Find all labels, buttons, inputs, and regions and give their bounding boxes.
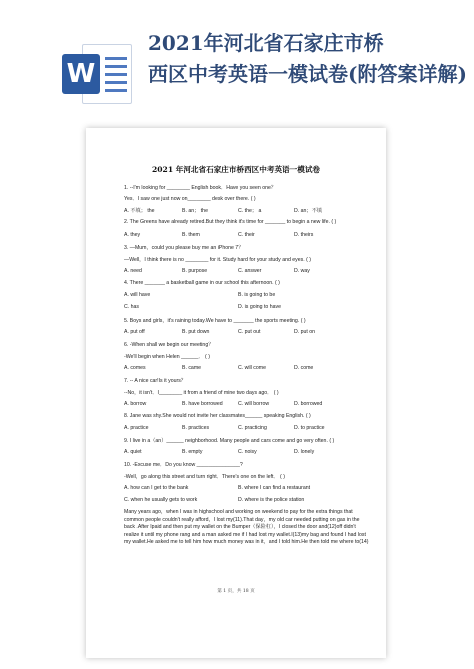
question-3-option-c: C. answer	[238, 268, 262, 274]
question-1-stem: 1. --I'm looking for ________ English book．Have you seen one？	[124, 185, 277, 191]
question-9-option-c: C. noisy	[238, 449, 257, 455]
question-3-option-a: A. need	[124, 268, 142, 274]
question-4-option-b: B. is going to be	[238, 292, 276, 298]
question-9-option-a: A. quiet	[124, 449, 142, 455]
question-7-extra: --No，it isn't．I________ it from a friend of mine two days ago． ( )	[124, 390, 279, 396]
question-8-option-a: A. practice	[124, 425, 149, 431]
question-6-option-a: A. comes	[124, 365, 146, 371]
banner-title-line-1: 2021年河北省石家庄市桥	[148, 31, 384, 55]
question-2-option-d: D. theirs	[294, 232, 314, 238]
question-1-option-b: B. an； the	[182, 208, 208, 214]
question-1-option-a: A. 不填； the	[124, 208, 155, 214]
cloze-passage	[124, 509, 369, 547]
question-6-option-d: D. come	[294, 365, 314, 371]
question-2-option-b: B. them	[182, 232, 200, 238]
question-10-option-c: C. when he usually gets to work	[124, 497, 198, 503]
question-5-option-d: D. put on	[294, 329, 316, 335]
passage-line: Many years ago，when I was in highschool and working on weekend to pay for the extra things that	[124, 509, 353, 515]
page-footer: 第 1 页，共 18 页	[217, 589, 255, 594]
word-document-icon	[62, 40, 132, 106]
question-2-stem: 2. The Greens have already retired.But they think it's time for _______ to begin a new life. ( )	[124, 219, 337, 225]
question-7-option-c: C. will borrow	[238, 401, 270, 407]
question-4-option-c: C. has	[124, 304, 139, 310]
question-8-option-b: B. practices	[182, 425, 210, 431]
question-3-option-d: D. way	[294, 268, 310, 274]
question-10-option-a: A. how can I get to the bank	[124, 485, 189, 491]
cover-banner	[0, 0, 474, 118]
document-title: 2021 年河北省石家庄市桥西区中考英语一模试卷	[151, 165, 321, 174]
question-7-option-d: D. borrowed	[294, 401, 323, 407]
question-7-option-b: B. have borrowed	[182, 401, 223, 407]
question-10-extra: -Well，go along this street and turn right．There's one on the left． ( )	[124, 474, 285, 480]
question-5-option-a: A. put off	[124, 329, 145, 335]
question-10-stem: 10. -Excuse me．Do you know _______________?	[124, 462, 243, 468]
question-7-stem: 7. -- A nice car!Is it yours？	[124, 378, 186, 384]
question-2-option-c: C. their	[238, 232, 255, 238]
question-4-option-a: A. will have	[124, 292, 151, 298]
question-6-extra: -We'll begin when Helen ______． ( )	[124, 354, 210, 360]
document-page	[86, 128, 386, 658]
passage-line: my wallet.He asked me to tell him how much money was in it，and I told him.He then told me where to(14)	[124, 539, 369, 546]
question-1-option-d: D. an；不填	[294, 208, 322, 214]
question-10-option-b: B. where I can find a restaurant	[238, 485, 311, 491]
question-6-option-b: B. came	[182, 365, 202, 371]
question-3-extra: —Well，I think there is no ________ for it. Study hard for your study and eyes. ( )	[124, 257, 312, 263]
passage-line: common people couldn't really afford，I lost my(11).That day，my old car needed putting on gas in the	[124, 516, 360, 523]
question-6-stem: 6. -When shall we begin our meeting？	[124, 342, 214, 348]
question-8-option-c: C. practicing	[238, 425, 267, 431]
question-4-stem: 4. There _______ a basketball game in our school this afternoon. ( )	[124, 280, 280, 286]
question-2-option-a: A. they	[124, 232, 141, 238]
passage-line: realize it until my phone rang and a man asked me if I had lost my wallet.I(13)my bag and found I had lost	[124, 531, 366, 538]
question-10-option-d: D. where is the police station	[238, 497, 305, 503]
banner-title	[148, 28, 468, 90]
question-7-option-a: A. borrow	[124, 401, 147, 407]
question-5-stem: 5. Boys and girls，it's raining today.We have to _______ the sports meeting. ( )	[124, 318, 306, 324]
question-9-stem: 9. I live in a（an）______ neighborhood. Many people and cars come and go very often. ( )	[124, 438, 335, 444]
question-9-option-b: B. empty	[182, 449, 203, 455]
banner-title-line-2: 西区中考英语一模试卷(附答案详解)	[148, 62, 467, 86]
question-6-option-c: C. will come	[238, 365, 266, 371]
word-badge: W	[62, 54, 100, 94]
question-1-extra: Yes．I saw one just now on________ desk over there. ( )	[124, 196, 256, 202]
passage-line: back .After Ipaid and then put my wallet on the Bumper（保险杠），I closed the door and(12)off didn't	[124, 524, 356, 531]
question-1-option-c: C. the； a	[238, 208, 262, 214]
question-4-option-d: D. is going to have	[238, 304, 281, 310]
question-3-stem: 3. —Mum，could you please buy me an iPhone 7？	[124, 245, 244, 251]
question-9-option-d: D. lonely	[294, 449, 315, 455]
question-8-option-d: D. to practice	[294, 425, 325, 431]
question-5-option-b: B. put down	[182, 329, 210, 335]
question-8-stem: 8. Jane was shy.She would not invite her classmates______ speaking English. ( )	[124, 413, 311, 419]
question-3-option-b: B. purpose	[182, 268, 208, 274]
question-5-option-c: C. put out	[238, 329, 261, 335]
